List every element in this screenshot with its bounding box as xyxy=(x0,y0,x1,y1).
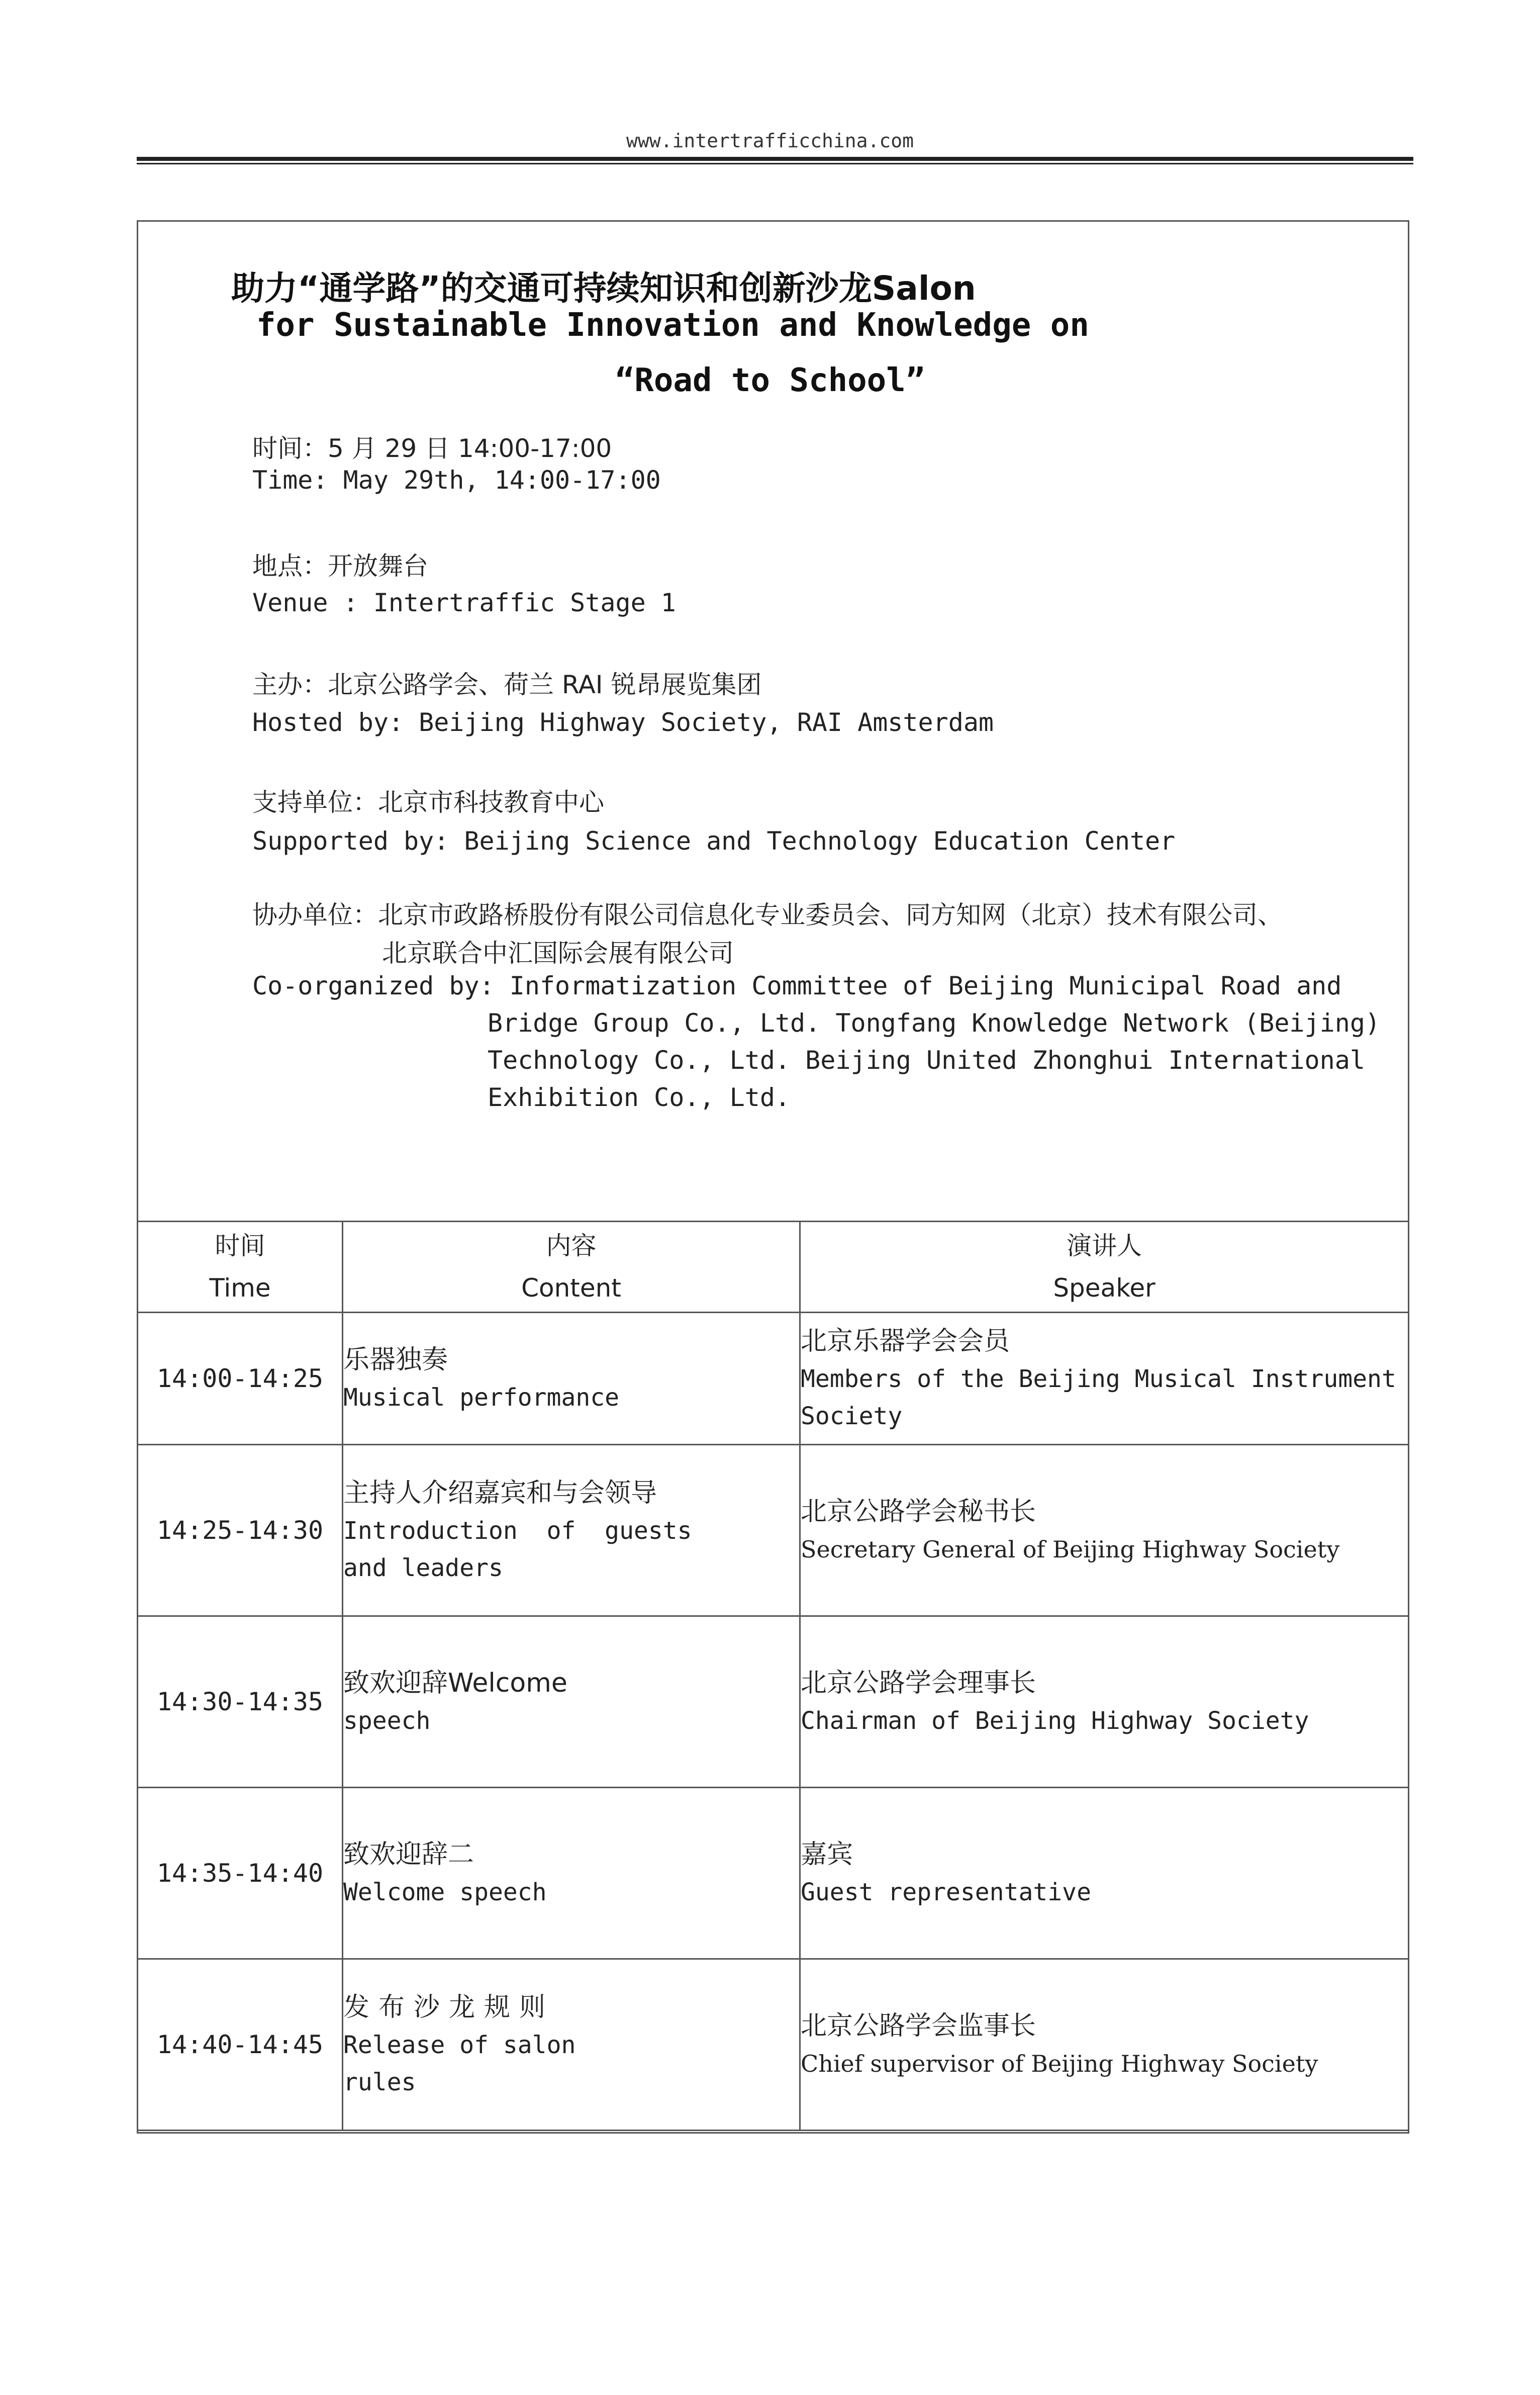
header-url: www.intertrafficchina.com xyxy=(626,130,914,152)
title-english-line1: for Sustainable Innovation and Knowledge on xyxy=(256,307,1089,344)
speaker-cell xyxy=(800,1313,1409,1445)
header-rule-thick xyxy=(137,157,1413,161)
table-header-row xyxy=(138,1222,1409,1313)
table-row xyxy=(138,1616,1409,1788)
table-row xyxy=(138,1313,1409,1445)
speaker-en: Society xyxy=(801,1402,903,1430)
content-cn: 发布沙龙规则 xyxy=(343,1992,555,2022)
content-en: Welcome speech xyxy=(343,1878,547,1906)
content-en: Introduction of guests xyxy=(343,1517,692,1545)
content-en: Release of salon xyxy=(343,2031,576,2059)
time-cell: 14:00-14:25 xyxy=(138,1313,343,1445)
support-en: Supported by: Beijing Science and Technology Education Center xyxy=(252,826,1176,856)
header-speaker-en: Speaker xyxy=(1053,1273,1156,1303)
speaker-cn: 北京公路学会理事长 xyxy=(801,1668,1036,1698)
speaker-cell xyxy=(800,1788,1409,1959)
coorg-en-line3: Technology Co., Ltd. Beijing United Zhonghui International xyxy=(488,1046,1365,1075)
header-time-en: Time xyxy=(209,1273,271,1303)
title-english-line2: “Road to School” xyxy=(615,362,925,399)
support-cn: 支持单位：北京市科技教育中心 xyxy=(252,788,604,817)
header-content xyxy=(343,1222,800,1313)
content-cell xyxy=(343,1959,800,2131)
content-cn: 主持人介绍嘉宾和与会领导 xyxy=(343,1478,657,1508)
coorg-cn-line1: 协办单位：北京市政路桥股份有限公司信息化专业委员会、同方知网（北京）技术有限公司、 xyxy=(252,900,1283,930)
content-en: and leaders xyxy=(343,1554,503,1582)
speaker-cell xyxy=(800,1616,1409,1788)
time-cell: 14:35-14:40 xyxy=(138,1788,343,1959)
header-content-en: Content xyxy=(521,1273,621,1303)
content-en: Musical performance xyxy=(343,1384,620,1412)
time-cell: 14:40-14:45 xyxy=(138,1959,343,2131)
time-cell: 14:30-14:35 xyxy=(138,1616,343,1788)
time-cell: 14:25-14:30 xyxy=(138,1445,343,1616)
time-cn: 时间：5 月 29 日 14:00-17:00 xyxy=(252,434,612,463)
coorg-en-line2: Bridge Group Co., Ltd. Tongfang Knowledge Network (Beijing) xyxy=(488,1008,1381,1038)
content-cell xyxy=(343,1788,800,1959)
content-cell xyxy=(343,1616,800,1788)
content-en: rules xyxy=(343,2068,416,2096)
table-row xyxy=(138,1959,1409,2131)
content-cell xyxy=(343,1445,800,1616)
schedule-table xyxy=(137,1221,1409,2131)
speaker-cn: 北京乐器学会会员 xyxy=(801,1326,1010,1356)
time-en: Time: May 29th, 14:00-17:00 xyxy=(252,466,661,495)
header-time-cn: 时间 xyxy=(215,1231,265,1260)
speaker-en: Chief supervisor of Beijing Highway Society xyxy=(801,2050,1318,2077)
title-chinese: 助力“通学路”的交通可持续知识和创新沙龙Salon xyxy=(231,269,976,308)
speaker-en: Members of the Beijing Musical Instrument xyxy=(801,1365,1396,1393)
coorg-en-line4: Exhibition Co., Ltd. xyxy=(488,1083,791,1112)
content-cn: 乐器独奏 xyxy=(343,1345,448,1375)
header-speaker xyxy=(800,1222,1409,1313)
header-content-cn: 内容 xyxy=(546,1231,597,1260)
content-en: speech xyxy=(343,1707,431,1735)
speaker-cell xyxy=(800,1445,1409,1616)
table-row xyxy=(138,1788,1409,1959)
venue-en: Venue : Intertraffic Stage 1 xyxy=(252,588,676,617)
speaker-cell xyxy=(800,1959,1409,2131)
coorg-cn-line2: 北京联合中汇国际会展有限公司 xyxy=(382,939,734,968)
table-row xyxy=(138,1445,1409,1616)
speaker-en: Secretary General of Beijing Highway Society xyxy=(801,1536,1340,1563)
speaker-en: Chairman of Beijing Highway Society xyxy=(801,1707,1309,1735)
host-en: Hosted by: Beijing Highway Society, RAI Amsterdam xyxy=(252,708,994,737)
header-rule-thin xyxy=(137,163,1413,164)
content-cell xyxy=(343,1313,800,1445)
header-speaker-cn: 演讲人 xyxy=(1067,1231,1142,1260)
header-time xyxy=(138,1222,343,1313)
speaker-cn: 北京公路学会监事长 xyxy=(801,2011,1036,2041)
speaker-cn: 嘉宾 xyxy=(801,1839,853,1870)
speaker-cn: 北京公路学会秘书长 xyxy=(801,1497,1036,1527)
venue-cn: 地点：开放舞台 xyxy=(252,551,428,581)
content-cn: 致欢迎辞二 xyxy=(343,1839,474,1870)
coorg-en-line1: Co-organized by: Informatization Committee of Beijing Municipal Road and xyxy=(252,971,1342,1000)
content-cn: 致欢迎辞Welcome xyxy=(343,1668,567,1698)
speaker-en: Guest representative xyxy=(801,1878,1091,1906)
host-cn: 主办：北京公路学会、荷兰 RAI 锐昂展览集团 xyxy=(252,670,762,699)
